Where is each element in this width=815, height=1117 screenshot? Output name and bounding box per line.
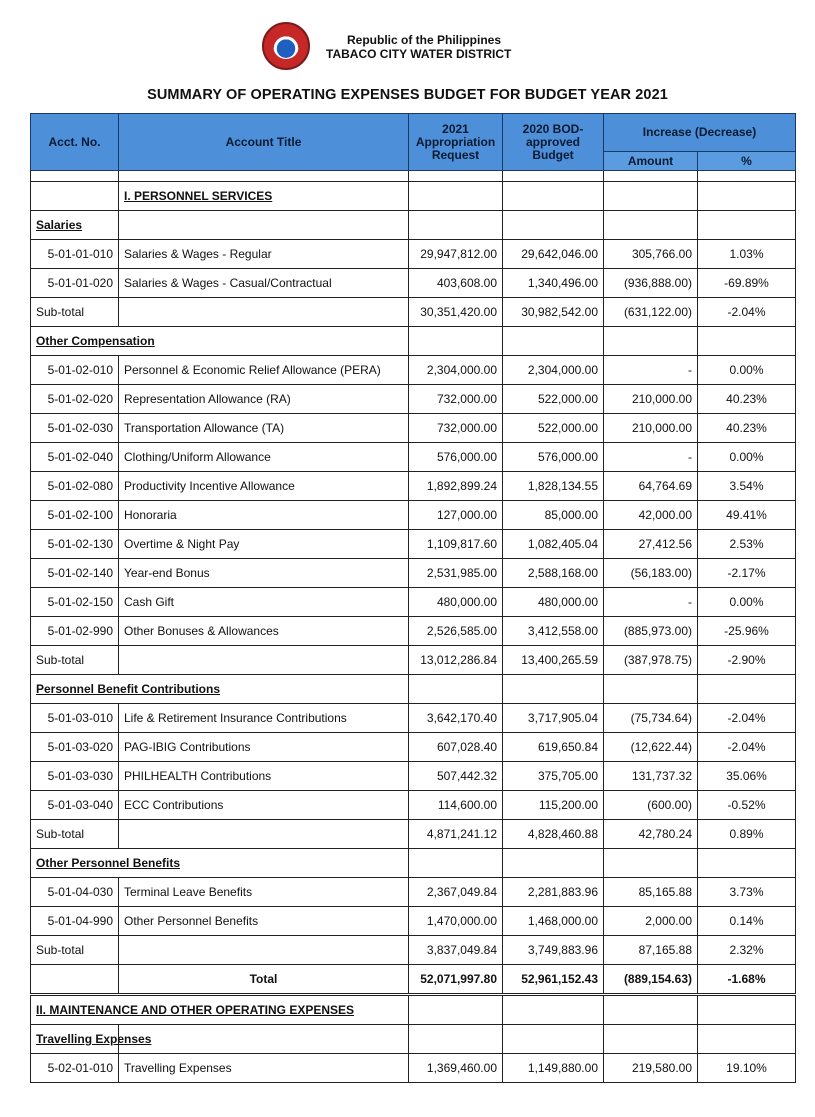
account-title: Clothing/Uniform Allowance xyxy=(119,443,409,472)
increase-amount: - xyxy=(604,588,698,617)
increase-amount: 210,000.00 xyxy=(604,414,698,443)
increase-amount: (889,154.63) xyxy=(604,965,698,995)
increase-amount: 305,766.00 xyxy=(604,240,698,269)
increase-amount: (631,122.00) xyxy=(604,298,698,327)
section-title-other-benefits: Other Personnel Benefits xyxy=(31,849,409,878)
subtotal-label: Sub-total xyxy=(31,820,119,849)
account-number: 5-01-03-030 xyxy=(31,762,119,791)
table-row xyxy=(31,356,796,385)
empty-cell xyxy=(698,171,796,182)
empty-cell xyxy=(119,211,409,240)
empty-cell xyxy=(409,171,503,182)
subtotal-row xyxy=(31,820,796,849)
empty-cell xyxy=(31,965,119,995)
account-title: Other Personnel Benefits xyxy=(119,907,409,936)
account-number: 5-01-01-020 xyxy=(31,269,119,298)
increase-amount: 87,165.88 xyxy=(604,936,698,965)
increase-percent: -2.04% xyxy=(698,298,796,327)
account-number: 5-01-03-040 xyxy=(31,791,119,820)
subtotal-label: Sub-total xyxy=(31,646,119,675)
table-row xyxy=(31,501,796,530)
appropriation-request: 2,531,985.00 xyxy=(409,559,503,588)
col-header-pct: % xyxy=(698,152,796,171)
increase-amount: (12,622.44) xyxy=(604,733,698,762)
empty-cell xyxy=(698,211,796,240)
account-title: ECC Contributions xyxy=(119,791,409,820)
col-header-approved: 2020 BOD-approved Budget xyxy=(503,114,604,171)
increase-amount: 64,764.69 xyxy=(604,472,698,501)
table-row xyxy=(31,530,796,559)
account-title: Cash Gift xyxy=(119,588,409,617)
increase-amount: (600.00) xyxy=(604,791,698,820)
budget-table xyxy=(30,113,796,1083)
empty-cell xyxy=(604,171,698,182)
increase-percent: -2.04% xyxy=(698,733,796,762)
table-row xyxy=(31,414,796,443)
increase-amount: 42,780.24 xyxy=(604,820,698,849)
appropriation-request: 52,071,997.80 xyxy=(409,965,503,995)
approved-budget: 4,828,460.88 xyxy=(503,820,604,849)
account-number: 5-01-03-010 xyxy=(31,704,119,733)
increase-amount: - xyxy=(604,356,698,385)
empty-cell xyxy=(119,820,409,849)
approved-budget: 85,000.00 xyxy=(503,501,604,530)
col-header-request: 2021 Appropriation Request xyxy=(409,114,503,171)
empty-cell xyxy=(698,327,796,356)
table-row xyxy=(31,907,796,936)
table-row xyxy=(31,240,796,269)
appropriation-request: 2,526,585.00 xyxy=(409,617,503,646)
table-row xyxy=(31,878,796,907)
increase-percent: 2.53% xyxy=(698,530,796,559)
approved-budget: 115,200.00 xyxy=(503,791,604,820)
empty-cell xyxy=(409,211,503,240)
account-number: 5-01-02-100 xyxy=(31,501,119,530)
account-number: 5-01-02-990 xyxy=(31,617,119,646)
section-row xyxy=(31,1025,796,1054)
increase-amount: (936,888.00) xyxy=(604,269,698,298)
increase-percent: 19.10% xyxy=(698,1054,796,1083)
approved-budget: 3,749,883.96 xyxy=(503,936,604,965)
agency-seal-icon xyxy=(262,22,310,70)
account-title: Year-end Bonus xyxy=(119,559,409,588)
account-title: PAG-IBIG Contributions xyxy=(119,733,409,762)
appropriation-request: 3,837,049.84 xyxy=(409,936,503,965)
appropriation-request: 114,600.00 xyxy=(409,791,503,820)
empty-cell xyxy=(604,1025,698,1054)
empty-cell xyxy=(409,675,503,704)
account-title: Productivity Incentive Allowance xyxy=(119,472,409,501)
section-title-travelling: Travelling Expenses xyxy=(31,1025,119,1054)
subtotal-row xyxy=(31,298,796,327)
increase-percent: 3.73% xyxy=(698,878,796,907)
increase-amount: 85,165.88 xyxy=(604,878,698,907)
section-title-mooe: II. MAINTENANCE AND OTHER OPERATING EXPENSES xyxy=(31,995,409,1025)
account-title: Transportation Allowance (TA) xyxy=(119,414,409,443)
section-row xyxy=(31,182,796,211)
empty-cell xyxy=(604,675,698,704)
empty-cell xyxy=(409,327,503,356)
increase-percent: 1.03% xyxy=(698,240,796,269)
increase-percent: -25.96% xyxy=(698,617,796,646)
appropriation-request: 1,470,000.00 xyxy=(409,907,503,936)
empty-cell xyxy=(503,995,604,1025)
agency-name: TABACO CITY WATER DISTRICT xyxy=(326,47,512,61)
account-title: PHILHEALTH Contributions xyxy=(119,762,409,791)
account-title: Salaries & Wages - Regular xyxy=(119,240,409,269)
empty-cell xyxy=(604,327,698,356)
approved-budget: 522,000.00 xyxy=(503,385,604,414)
empty-cell xyxy=(119,298,409,327)
account-number: 5-02-01-010 xyxy=(31,1054,119,1083)
subtotal-row xyxy=(31,936,796,965)
account-title: Representation Allowance (RA) xyxy=(119,385,409,414)
increase-percent: 0.00% xyxy=(698,443,796,472)
increase-amount: 42,000.00 xyxy=(604,501,698,530)
account-title: Travelling Expenses xyxy=(119,1054,409,1083)
approved-budget: 1,340,496.00 xyxy=(503,269,604,298)
appropriation-request: 29,947,812.00 xyxy=(409,240,503,269)
empty-cell xyxy=(119,171,409,182)
increase-amount: (387,978.75) xyxy=(604,646,698,675)
approved-budget: 29,642,046.00 xyxy=(503,240,604,269)
increase-amount: 2,000.00 xyxy=(604,907,698,936)
table-row xyxy=(31,472,796,501)
empty-cell xyxy=(698,849,796,878)
empty-cell xyxy=(503,211,604,240)
empty-cell xyxy=(31,171,119,182)
increase-percent: 40.23% xyxy=(698,414,796,443)
approved-budget: 1,828,134.55 xyxy=(503,472,604,501)
increase-amount: (56,183.00) xyxy=(604,559,698,588)
section-row xyxy=(31,995,796,1025)
increase-percent: 35.06% xyxy=(698,762,796,791)
increase-percent: -0.52% xyxy=(698,791,796,820)
empty-cell xyxy=(604,211,698,240)
empty-cell xyxy=(119,646,409,675)
appropriation-request: 607,028.40 xyxy=(409,733,503,762)
total-row xyxy=(31,965,796,995)
subtotal-row xyxy=(31,646,796,675)
section-title-benefit-contributions: Personnel Benefit Contributions xyxy=(31,675,409,704)
approved-budget: 3,412,558.00 xyxy=(503,617,604,646)
account-title: Overtime & Night Pay xyxy=(119,530,409,559)
increase-percent: 0.00% xyxy=(698,356,796,385)
empty-cell xyxy=(698,995,796,1025)
account-number: 5-01-02-150 xyxy=(31,588,119,617)
col-header-acct: Acct. No. xyxy=(31,114,119,171)
budget-table-body xyxy=(31,171,796,1083)
approved-budget: 1,149,880.00 xyxy=(503,1054,604,1083)
empty-cell xyxy=(503,182,604,211)
appropriation-request: 13,012,286.84 xyxy=(409,646,503,675)
empty-cell xyxy=(698,1025,796,1054)
approved-budget: 375,705.00 xyxy=(503,762,604,791)
account-number: 5-01-02-080 xyxy=(31,472,119,501)
table-row xyxy=(31,733,796,762)
empty-cell xyxy=(409,995,503,1025)
appropriation-request: 1,892,899.24 xyxy=(409,472,503,501)
appropriation-request: 127,000.00 xyxy=(409,501,503,530)
spacer-row xyxy=(31,171,796,182)
increase-amount: (885,973.00) xyxy=(604,617,698,646)
appropriation-request: 576,000.00 xyxy=(409,443,503,472)
appropriation-request: 507,442.32 xyxy=(409,762,503,791)
account-number: 5-01-02-030 xyxy=(31,414,119,443)
increase-amount: 219,580.00 xyxy=(604,1054,698,1083)
table-row xyxy=(31,559,796,588)
approved-budget: 1,468,000.00 xyxy=(503,907,604,936)
empty-cell xyxy=(503,849,604,878)
approved-budget: 2,588,168.00 xyxy=(503,559,604,588)
table-row xyxy=(31,1054,796,1083)
appropriation-request: 1,109,817.60 xyxy=(409,530,503,559)
increase-percent: 0.00% xyxy=(698,588,796,617)
account-number: 5-01-02-130 xyxy=(31,530,119,559)
approved-budget: 522,000.00 xyxy=(503,414,604,443)
increase-percent: -1.68% xyxy=(698,965,796,995)
appropriation-request: 2,367,049.84 xyxy=(409,878,503,907)
empty-cell xyxy=(604,995,698,1025)
empty-cell xyxy=(698,182,796,211)
empty-cell xyxy=(409,182,503,211)
section-title-personnel: I. PERSONNEL SERVICES xyxy=(119,182,409,211)
empty-cell xyxy=(604,849,698,878)
section-row xyxy=(31,327,796,356)
section-title-other-compensation: Other Compensation xyxy=(31,327,409,356)
empty-cell xyxy=(503,675,604,704)
increase-amount: 131,737.32 xyxy=(604,762,698,791)
approved-budget: 13,400,265.59 xyxy=(503,646,604,675)
table-row xyxy=(31,704,796,733)
table-row xyxy=(31,617,796,646)
increase-percent: -69.89% xyxy=(698,269,796,298)
increase-amount: - xyxy=(604,443,698,472)
table-row xyxy=(31,385,796,414)
approved-budget: 480,000.00 xyxy=(503,588,604,617)
empty-cell xyxy=(698,675,796,704)
appropriation-request: 2,304,000.00 xyxy=(409,356,503,385)
table-row xyxy=(31,269,796,298)
table-row xyxy=(31,791,796,820)
approved-budget: 619,650.84 xyxy=(503,733,604,762)
account-number: 5-01-03-020 xyxy=(31,733,119,762)
account-number: 5-01-02-010 xyxy=(31,356,119,385)
section-row xyxy=(31,675,796,704)
country-name: Republic of the Philippines xyxy=(347,33,502,47)
agency-name-block xyxy=(326,33,511,61)
col-header-title: Account Title xyxy=(119,114,409,171)
appropriation-request: 480,000.00 xyxy=(409,588,503,617)
increase-percent: 2.32% xyxy=(698,936,796,965)
col-header-increase: Increase (Decrease) xyxy=(604,114,796,152)
col-header-amount: Amount xyxy=(604,152,698,171)
increase-amount: (75,734.64) xyxy=(604,704,698,733)
total-label: Total xyxy=(119,965,409,995)
account-number: 5-01-01-010 xyxy=(31,240,119,269)
account-title: Life & Retirement Insurance Contributions xyxy=(119,704,409,733)
increase-percent: 40.23% xyxy=(698,385,796,414)
approved-budget: 1,082,405.04 xyxy=(503,530,604,559)
appropriation-request: 3,642,170.40 xyxy=(409,704,503,733)
empty-cell xyxy=(31,182,119,211)
account-number: 5-01-04-990 xyxy=(31,907,119,936)
increase-percent: 0.14% xyxy=(698,907,796,936)
empty-cell xyxy=(409,849,503,878)
document-header xyxy=(0,22,815,72)
account-number: 5-01-02-040 xyxy=(31,443,119,472)
empty-cell xyxy=(119,936,409,965)
appropriation-request: 732,000.00 xyxy=(409,385,503,414)
approved-budget: 30,982,542.00 xyxy=(503,298,604,327)
table-row xyxy=(31,443,796,472)
increase-amount: 210,000.00 xyxy=(604,385,698,414)
increase-percent: 3.54% xyxy=(698,472,796,501)
table-row xyxy=(31,588,796,617)
appropriation-request: 403,608.00 xyxy=(409,269,503,298)
approved-budget: 3,717,905.04 xyxy=(503,704,604,733)
subtotal-label: Sub-total xyxy=(31,298,119,327)
subtotal-label: Sub-total xyxy=(31,936,119,965)
section-row xyxy=(31,211,796,240)
increase-percent: -2.04% xyxy=(698,704,796,733)
approved-budget: 2,281,883.96 xyxy=(503,878,604,907)
increase-percent: 0.89% xyxy=(698,820,796,849)
approved-budget: 2,304,000.00 xyxy=(503,356,604,385)
section-title-salaries: Salaries xyxy=(31,211,119,240)
account-title: Personnel & Economic Relief Allowance (PERA) xyxy=(119,356,409,385)
account-number: 5-01-04-030 xyxy=(31,878,119,907)
empty-cell xyxy=(604,182,698,211)
account-title: Terminal Leave Benefits xyxy=(119,878,409,907)
empty-cell xyxy=(409,1025,503,1054)
increase-percent: 49.41% xyxy=(698,501,796,530)
account-number: 5-01-02-140 xyxy=(31,559,119,588)
appropriation-request: 4,871,241.12 xyxy=(409,820,503,849)
account-title: Salaries & Wages - Casual/Contractual xyxy=(119,269,409,298)
empty-cell xyxy=(503,171,604,182)
section-row xyxy=(31,849,796,878)
account-title: Other Bonuses & Allowances xyxy=(119,617,409,646)
table-row xyxy=(31,762,796,791)
document-title: SUMMARY OF OPERATING EXPENSES BUDGET FOR BUDGET YEAR 2021 xyxy=(147,87,668,103)
empty-cell xyxy=(119,1025,409,1054)
increase-percent: -2.90% xyxy=(698,646,796,675)
appropriation-request: 30,351,420.00 xyxy=(409,298,503,327)
empty-cell xyxy=(503,1025,604,1054)
approved-budget: 576,000.00 xyxy=(503,443,604,472)
increase-percent: -2.17% xyxy=(698,559,796,588)
account-title: Honoraria xyxy=(119,501,409,530)
appropriation-request: 1,369,460.00 xyxy=(409,1054,503,1083)
account-number: 5-01-02-020 xyxy=(31,385,119,414)
empty-cell xyxy=(503,327,604,356)
increase-amount: 27,412.56 xyxy=(604,530,698,559)
approved-budget: 52,961,152.43 xyxy=(503,965,604,995)
appropriation-request: 732,000.00 xyxy=(409,414,503,443)
